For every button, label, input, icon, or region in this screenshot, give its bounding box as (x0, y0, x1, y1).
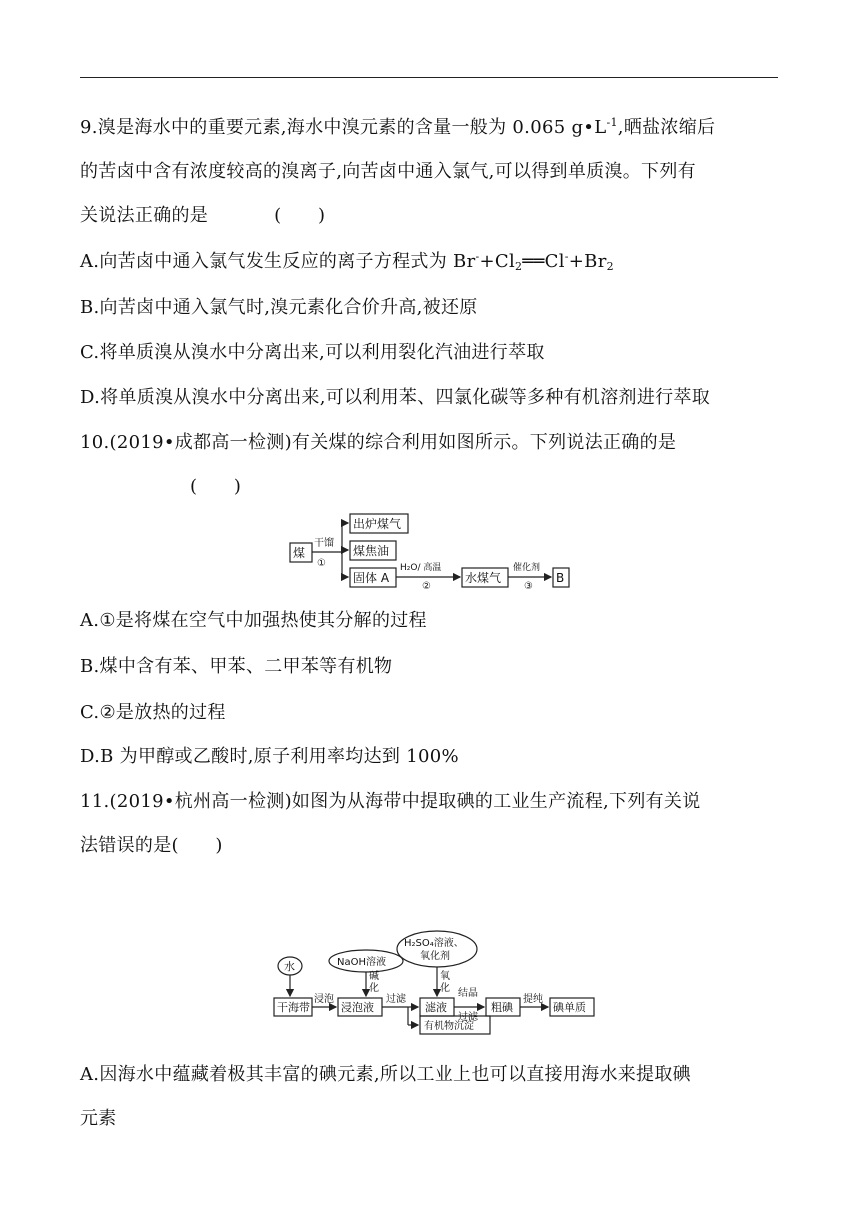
q11-option-a-line2: 元素 (80, 1108, 117, 1129)
organic-precipitate-label: 有机物沉淀 (424, 1021, 474, 1032)
oxidize-label-2: 化 (440, 983, 450, 994)
soak-label: 浸泡 (314, 994, 334, 1005)
dry-kelp-label: 干海带 (277, 1001, 310, 1014)
filter-label-2: 过滤 (458, 1012, 478, 1023)
q10-option-a: A.①是将煤在空气中加强热使其分解的过程 (80, 610, 427, 631)
alkalize-label-2: 化 (369, 983, 379, 994)
q11-stem-line1: 11.(2019•杭州高一检测)如图为从海带中提取碘的工业生产流程,下列有关说 (80, 791, 701, 812)
kelp-iodine-flow-diagram (270, 930, 610, 1035)
soak-liquid-label: 浸泡液 (341, 1001, 374, 1014)
alkalize-label-1: 碱 (369, 971, 379, 982)
header-rule (80, 77, 778, 78)
water-gas-label: 水煤气 (465, 571, 502, 585)
q9-option-a: A.向苦卤中通入氯气发生反应的离子方程式为 $Br^-+Cl_2══Cl^-+Br_2$ (80, 250, 614, 273)
step-3-label: ③ (524, 581, 533, 590)
step-1-label: ① (317, 558, 326, 569)
step-2-label: ② (422, 581, 431, 590)
q10-stem: 10.(2019•成都高一检测)有关煤的综合利用如图所示。下列说法正确的是 (80, 432, 677, 453)
q10-option-d: D.B 为甲醇或乙酸时,原子利用率均达到 100% (80, 746, 459, 767)
water-label: 水 (284, 960, 295, 973)
q9-option-d: D.将单质溴从溴水中分离出来,可以利用苯、四氯化碳等多种有机溶剂进行萃取 (80, 387, 711, 408)
purify-label: 提纯 (523, 994, 543, 1005)
coal-utilization-diagram (280, 506, 580, 590)
q9-answer-paren: ( ) (274, 205, 326, 226)
iodine-label: 碘单质 (553, 1001, 586, 1014)
furnace-gas-label: 出炉煤气 (353, 517, 402, 531)
naoh-label: NaOH溶液 (337, 957, 386, 968)
crystallize-label: 结晶 (458, 988, 478, 999)
q9-stem-line2: 的苦卤中含有浓度较高的溴离子,向苦卤中通入氯气,可以得到单质溴。下列有 (80, 161, 696, 182)
q9-option-b: B.向苦卤中通入氯气时,溴元素化合价升高,被还原 (80, 297, 478, 318)
q10-answer-paren: ( ) (190, 476, 242, 497)
h2so4-label-line1: H₂SO₄溶液、 (404, 938, 464, 949)
q9-option-c: C.将单质溴从溴水中分离出来,可以利用裂化汽油进行萃取 (80, 342, 545, 363)
q11-stem-line2: 法错误的是( ) (80, 835, 223, 856)
filter-label: 过滤 (386, 994, 406, 1005)
product-b-label: B (556, 571, 565, 585)
solid-a-label: 固体 A (353, 571, 390, 585)
oxidant-label: 氧化剂 (420, 951, 450, 962)
filtrate-label: 滤液 (425, 1001, 447, 1014)
coal-tar-label: 煤焦油 (353, 544, 390, 558)
q10-option-b: B.煤中含有苯、甲苯、二甲苯等有机物 (80, 656, 393, 677)
q9-stem-line3: 关说法正确的是 ( ) (80, 205, 326, 226)
crude-iodine-label: 粗碘 (491, 1001, 513, 1014)
coal-label: 煤 (293, 546, 306, 560)
catalyst-label: 催化剂 (513, 563, 541, 573)
dry-distillation-label: 干馏 (314, 538, 334, 549)
q11-option-a-line1: A.因海水中蕴藏着极其丰富的碘元素,所以工业上也可以直接用海水来提取碘 (80, 1064, 691, 1085)
q10-option-c: C.②是放热的过程 (80, 702, 226, 723)
q9-stem-line1: 9.溴是海水中的重要元素,海水中溴元素的含量一般为 0.065 $g•L^{-1}$,晒盐浓缩后 (80, 116, 716, 138)
h2o-high-temp-label: H₂O/ 高温 (400, 563, 442, 573)
oxidize-label-1: 氧 (440, 971, 450, 982)
